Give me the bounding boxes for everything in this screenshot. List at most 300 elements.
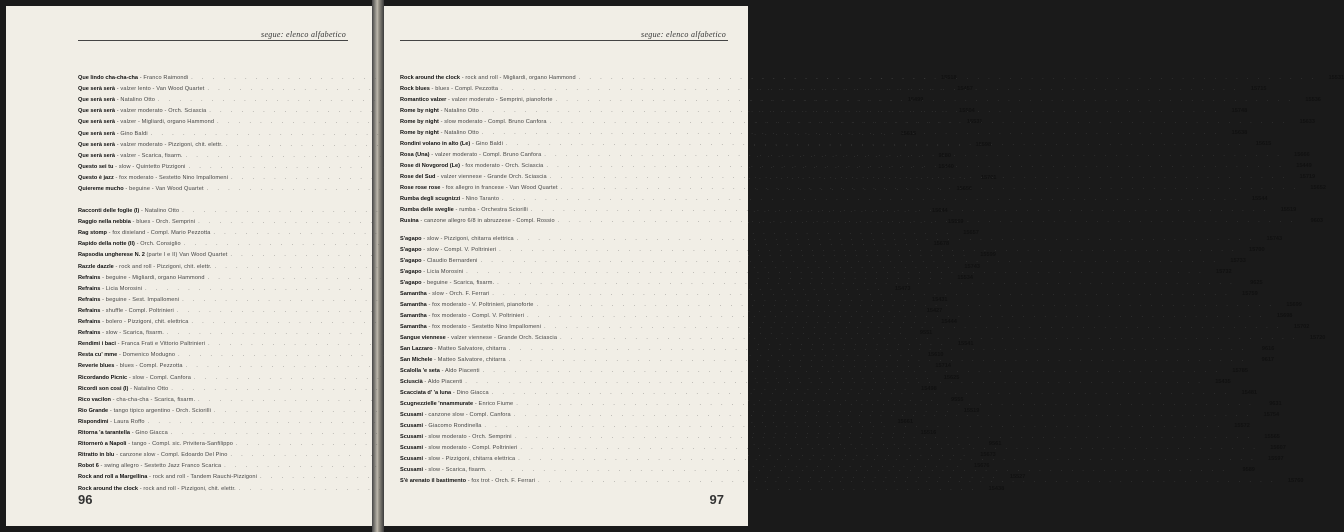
entry-title: Que serà serà: [78, 86, 116, 93]
entry-title: Rose di Novgorod (Le): [400, 163, 460, 169]
entry-details: - Giacomo Rondinella: [423, 423, 482, 429]
entry-details: - valzer moderato - Pizzigoni, chit. elettr.: [115, 141, 223, 148]
entry-text: [78, 228, 211, 239]
dot-leader: [492, 388, 1230, 399]
entry-details: - fox moderato - Compl. V. Poltrinieri: [426, 313, 525, 319]
dot-leader: [502, 194, 1240, 205]
entry-title: Scusami: [400, 445, 424, 451]
catalog-number: 9616: [1261, 346, 1275, 352]
entry-text: [78, 162, 186, 173]
entry-text: [400, 410, 511, 421]
entry-title: San Lazzaro: [400, 346, 433, 352]
header-rule: [78, 40, 348, 41]
entry-title: Scusami: [400, 456, 424, 462]
entry-text: [78, 350, 175, 361]
entry-title: Samantha: [400, 313, 427, 319]
catalog-number: 9551: [919, 330, 933, 337]
catalog-number: 15569: [947, 219, 964, 226]
entry-title: Que serà serà: [78, 119, 116, 126]
dot-leader: [509, 355, 1247, 366]
entry-title: Samantha: [400, 291, 427, 297]
catalog-number: 15438: [988, 485, 1005, 492]
entry-title: Refrains: [78, 296, 101, 303]
entry-text: [78, 317, 188, 328]
catalog-number: 9617: [1261, 357, 1275, 363]
catalog-number: 15652: [1310, 185, 1326, 191]
catalog-number: 9603: [1310, 218, 1324, 224]
catalog-number: 9555: [951, 396, 964, 403]
catalog-number: 15597: [1268, 456, 1284, 462]
entry-text: [400, 366, 480, 377]
catalog-number: 15719: [1299, 174, 1316, 180]
dot-leader: [509, 344, 1247, 355]
entry-details: - fox moderato - Sestetto Nino Impallomeni: [426, 324, 542, 330]
dot-leader: [561, 183, 1299, 194]
entry-title: Que lindo cha-cha-cha: [78, 75, 138, 81]
catalog-number: 15499: [907, 97, 924, 104]
entry-details: - valzer lento - Van Wood Quartet: [115, 86, 205, 93]
entry-details: - tango - Compl. sic. Privitera-Sanfilippo: [126, 441, 234, 448]
dot-leader: [546, 161, 1284, 172]
entry-title: Rumba degli scugnizzi: [400, 196, 461, 202]
page-number: 96: [78, 492, 93, 507]
entry-text: [400, 289, 489, 300]
entry-title: Rondini volano in alto (Le): [400, 141, 471, 147]
entry-title: Refrains: [78, 307, 101, 314]
page-header: segue: elenco alfabetico: [641, 30, 726, 39]
catalog-number: 15720: [1309, 335, 1326, 341]
entry-text: [78, 295, 179, 306]
entry-title: S'agapo: [400, 247, 422, 253]
entry-text: [78, 217, 195, 228]
catalog-number: 15473: [894, 285, 911, 292]
entry-text: [400, 344, 506, 355]
entry-title: Rock around the clock: [78, 485, 138, 492]
entry-details: - Natalino Otto: [128, 385, 169, 392]
dot-leader: [520, 443, 1258, 454]
entry-details: - Matteo Salvatore, chitarra: [432, 346, 507, 352]
entry-details: - valzer viennese - Grande Orch. Sciascia: [445, 335, 558, 341]
entry-details: - blues - Orch. Semprini: [130, 219, 196, 226]
entry-details: - Orch. Consiglio: [134, 241, 181, 248]
catalog-number: 9631: [1269, 401, 1282, 407]
dot-leader: [527, 311, 1265, 322]
catalog-number: 15440: [938, 163, 954, 170]
catalog-number: 15702: [1293, 324, 1310, 330]
entry-text: [400, 194, 499, 205]
entry-title: Ritorna 'a tarantella: [78, 430, 130, 436]
entry-title: Refrains: [78, 319, 101, 325]
entry-text: [400, 388, 489, 399]
catalog-number: 9580: [938, 152, 951, 159]
entry-details: - Laura Roffo: [108, 418, 145, 425]
catalog-number: 15435: [1215, 379, 1231, 385]
dot-leader: [558, 216, 1296, 227]
dot-leader: [550, 172, 1288, 183]
catalog-number: 15656: [956, 186, 973, 192]
entry-details: - Enrico Fiume: [473, 401, 514, 407]
catalog-number: 15676: [973, 463, 990, 470]
catalog-number: 15673: [980, 452, 996, 459]
entry-title: Que serà serà: [78, 141, 116, 148]
entry-text: [400, 117, 547, 128]
entry-details: - beguine - Van Wood Quartet: [123, 186, 204, 192]
catalog-number: 9589: [1242, 467, 1255, 473]
entry-details: - blues - Compl. Pezzotta: [114, 363, 183, 370]
catalog-number: 15598: [975, 141, 992, 148]
entry-text: [78, 361, 183, 372]
catalog-number: 15625: [943, 374, 960, 381]
catalog-number: 15759: [1242, 291, 1258, 297]
entry-title: Rose rose rose: [400, 185, 441, 191]
catalog-number: 15732: [1216, 269, 1232, 275]
entry-details: - Nino Taranto: [460, 196, 500, 202]
catalog-number: 15516: [920, 430, 937, 436]
catalog-number: 15714: [935, 363, 951, 370]
catalog-number: 15444: [941, 319, 957, 325]
entry-title: Ricordi son cosi (I): [78, 385, 129, 392]
catalog-number: 15607: [1270, 445, 1286, 451]
entry-title: Scusami: [400, 467, 424, 473]
entry-details: - Matteo Salvatore, chitarra: [432, 357, 506, 363]
entry-title: Scugnezzielle 'nnammurate: [400, 401, 474, 407]
entry-title: Scusami: [400, 434, 424, 440]
entry-text: [78, 73, 188, 84]
dot-leader: [482, 128, 1220, 139]
entry-details: (parte I e II) Van Wood Quartet: [144, 252, 228, 259]
header-rule: [400, 40, 728, 41]
entry-details: - valzer viennese - Grande Orch. Sciascia: [435, 174, 547, 180]
entry-details: - canzone allegro 6/8 in abruzzese - Compl. Rossio: [418, 218, 555, 224]
entry-text: [78, 95, 155, 106]
entry-text: [400, 355, 506, 366]
entry-details: - rumba - Orchestra Sciorilli: [453, 207, 528, 213]
dot-leader: [515, 432, 1253, 443]
catalog-number: 15760: [1287, 478, 1304, 484]
entry-text: [400, 256, 478, 267]
entry-text: [78, 428, 168, 439]
entry-title: Que serà serà: [78, 97, 116, 104]
entry-details: - slow - Compl. Canfora: [127, 374, 192, 381]
entry-text: [78, 417, 145, 428]
catalog-number: 15661: [897, 418, 913, 425]
entry-text: [78, 384, 168, 395]
dot-leader: [497, 278, 1235, 289]
entry-title: Rusina: [400, 218, 419, 224]
entry-title: Rock and roll a Margellina: [78, 474, 148, 481]
entry-text: [78, 395, 195, 406]
entry-text: [400, 161, 543, 172]
entry-title: Rock blues: [400, 86, 430, 92]
dot-leader: [550, 117, 1288, 128]
dot-leader: [501, 84, 1239, 95]
entry-details: - fox trot - Orch. F. Ferrari: [466, 478, 536, 484]
entry-title: S'agapo: [400, 236, 422, 242]
entry-title: Rendimi i baci: [78, 341, 116, 348]
entry-details: - rock and roll - Migliardi, organo Hammond: [460, 75, 576, 81]
entry-details: - Natalino Otto: [115, 97, 156, 104]
entry-title: Rose del Sud: [400, 174, 436, 180]
entry-details: - canzone slow - Compl. Edoardo Del Pino: [114, 452, 228, 459]
entry-text: [400, 322, 541, 333]
dot-leader: [518, 454, 1256, 465]
entry-details: - slow - Pizzigoni, chitarra elettrica: [421, 236, 514, 242]
entry-text: [400, 128, 479, 139]
entry-text: [400, 399, 513, 410]
entry-text: [400, 333, 557, 344]
dot-leader: [466, 267, 1204, 278]
entry-details: - cha-cha-cha - Scarica, fisarm.: [110, 396, 196, 403]
catalog-number: 15615: [1255, 141, 1272, 147]
entry-details: - Domenico Modugno: [117, 352, 176, 359]
entry-details: - fox dixieland - Compl. Mario Pezzotta: [106, 230, 211, 237]
entry-title: Samantha: [400, 324, 427, 330]
entry-details: - valzer - Migliardi, organo Hammond: [115, 119, 215, 126]
entry-text: [400, 84, 498, 95]
entry-text: [78, 151, 183, 162]
entry-text: [400, 73, 576, 84]
entry-details: - Gino Baldi: [115, 130, 148, 137]
entry-text: [400, 205, 528, 216]
catalog-number: 15544: [1251, 196, 1268, 202]
entry-details: - Dino Giacca: [451, 390, 489, 396]
catalog-number: 15754: [1263, 412, 1280, 418]
entry-text: [78, 339, 205, 350]
entry-text: [78, 239, 181, 250]
entry-text: [400, 267, 463, 278]
catalog-number: 15534: [957, 274, 973, 281]
dot-leader: [482, 106, 1220, 117]
entry-text: [400, 377, 462, 388]
entry-text: [78, 184, 204, 195]
entry-text: [400, 278, 494, 289]
entry-title: Robot 6: [78, 463, 99, 470]
catalog-number: 15699: [1286, 302, 1302, 308]
entry-text: [400, 311, 524, 322]
catalog-number: 15427: [926, 307, 943, 314]
entry-details: - beguine - Scarica, fisarm.: [421, 280, 495, 286]
entry-details: - Gino Baldi: [470, 141, 503, 147]
catalog-number: 15518: [941, 75, 957, 81]
entry-details: - valzer moderato - Compl. Bruno Canfora: [429, 152, 542, 158]
entry-details: - slow - Compl. V. Poltrinieri: [421, 247, 497, 253]
entry-title: Que serà serà: [78, 130, 116, 137]
entry-text: [78, 273, 205, 284]
catalog-number: 15700: [1249, 247, 1265, 253]
catalog-number: 15527: [1009, 474, 1026, 481]
catalog-number: 15748: [1231, 108, 1248, 114]
entry-details: - valzer - Scarica, fisarm.: [115, 152, 183, 159]
entry-details: - Franca Frati e Vittorio Paltrinieri: [115, 341, 206, 348]
entry-title: Scacciata d' 'a luna: [400, 390, 452, 396]
entry-details: - slow - Quintetto Pizzigoni: [113, 163, 186, 170]
catalog-number: 15572: [1234, 423, 1250, 429]
entry-title: Raggio nella nebbia: [78, 219, 131, 226]
catalog-number: 9625: [1250, 280, 1263, 286]
entry-details: - rock and roll - Tandem Rauchi-Pizzigoni: [147, 474, 258, 481]
entry-title: Resta cu' mme: [78, 352, 118, 359]
entry-text: [400, 443, 517, 454]
entry-text: [78, 284, 142, 295]
dot-leader: [579, 73, 1317, 84]
entry-text: [78, 472, 257, 483]
entry-details: - slow moderato - Compl. Bruno Canfora: [438, 119, 547, 125]
entry-title: Razzle dazzle: [78, 263, 114, 270]
entry-text: [400, 139, 503, 150]
catalog-number: 15536: [1305, 97, 1321, 103]
dot-leader: [492, 289, 1230, 300]
entry-text: [78, 262, 212, 273]
entry-title: S'è arenato il bastimento: [400, 478, 466, 484]
dot-leader: [465, 377, 1203, 388]
entry-title: Refrains: [78, 285, 101, 292]
entry-title: Rome by night: [400, 119, 439, 125]
entry-title: Racconti delle foglie (I): [78, 208, 140, 214]
dot-leader: [517, 234, 1255, 245]
page-number: 97: [709, 492, 724, 507]
catalog-number: 15519: [1280, 207, 1297, 213]
entry-text: [78, 117, 214, 128]
entry-title: Rispondimi: [78, 418, 109, 425]
dot-leader: [514, 410, 1252, 421]
entry-text: [400, 234, 514, 245]
entry-title: S'agapo: [400, 280, 422, 286]
dot-leader: [499, 245, 1237, 256]
catalog-number: 15531: [1328, 75, 1344, 81]
entry-text: [78, 406, 211, 417]
entry-title: Rome by night: [400, 108, 439, 114]
entry-title: Rumba delle sveglie: [400, 207, 454, 213]
entry-title: San Michele: [400, 357, 433, 363]
entry-details: - Natalino Otto: [139, 208, 180, 214]
entry-details: - rock and roll - Pizzigoni, chit. elettr.: [113, 263, 212, 270]
dot-leader: [556, 95, 1294, 106]
catalog-number: 15678: [933, 241, 950, 248]
entry-text: [400, 150, 541, 161]
entry-details: - beguine - Migliardi, organo Hammond: [100, 274, 205, 281]
entry-text: [400, 454, 515, 465]
entry-details: - fox moderato - V. Poltrinieri, pianoforte: [426, 302, 534, 308]
entry-title: Refrains: [78, 274, 101, 281]
dot-leader: [490, 465, 1228, 476]
entry-details: - slow - Orch. F. Ferrari: [426, 291, 490, 297]
entry-text: [78, 84, 204, 95]
entry-title: Romantico valzer: [400, 97, 447, 103]
entry-details: - slow - Pizzigoni, chitarra elettrica: [423, 456, 516, 462]
entry-details: - slow - Scarica, fisarm.: [100, 330, 164, 337]
catalog-number: 15599: [980, 252, 996, 259]
entry-details: - canzone slow - Compl. Canfora: [423, 412, 511, 418]
catalog-number: 15698: [1276, 313, 1293, 319]
entry-title: Rapido della notte (Il): [78, 241, 135, 248]
entry-details: - Franco Raimondi: [138, 75, 189, 81]
entry-title: Rico vacilon: [78, 396, 111, 403]
dot-leader: [485, 421, 1223, 432]
entry-text: [78, 450, 227, 461]
entry-details: - Gino Giacca: [130, 430, 168, 436]
entry-title: Refrains: [78, 330, 101, 337]
entry-title: Rome by night: [400, 130, 439, 136]
catalog-number: 15715: [1250, 86, 1267, 92]
catalog-number: 15531: [966, 119, 983, 126]
entry-details: - blues - Compl. Pezzotta: [429, 86, 499, 92]
entry-text: [78, 129, 148, 140]
catalog-number: 15481: [1241, 390, 1258, 396]
entry-text: [400, 476, 535, 487]
entry-text: [78, 484, 236, 495]
catalog-number: 15610: [927, 352, 944, 359]
entry-text: [78, 373, 191, 384]
entry-details: - slow moderato - Compl. Poltrinieri: [423, 445, 518, 451]
dot-leader: [544, 322, 1282, 333]
entry-text: [400, 172, 547, 183]
entry-details: - shuffle - Compl. Poltrinieri: [100, 307, 174, 314]
entry-text: [400, 300, 534, 311]
entry-text: [400, 216, 555, 227]
entry-title: Rag stomp: [78, 230, 107, 237]
entry-details: - rock and roll - Pizzigoni, chit. elettr.: [138, 485, 236, 492]
catalog-number: 15743: [1266, 236, 1283, 242]
catalog-number: 15644: [932, 208, 948, 214]
dot-leader: [537, 300, 1275, 311]
entry-text: [78, 250, 227, 261]
catalog-number: 15638: [1231, 130, 1248, 136]
entry-title: Que serà serà: [78, 152, 116, 159]
entry-title: Scusami: [400, 423, 424, 429]
page-header: segue: elenco alfabetico: [261, 30, 346, 39]
entry-details: - fox moderato - Sestetto Nino Impallomeni: [113, 174, 229, 181]
entry-title: Reverie blues: [78, 363, 115, 370]
entry-title: Samantha: [400, 302, 427, 308]
entry-title: S'agapo: [400, 258, 422, 264]
entry-title: Quiereme mucho: [78, 186, 124, 192]
entry-title: Ritratto in blu: [78, 452, 115, 459]
catalog-number: 15565: [1264, 434, 1280, 440]
dot-leader: [483, 366, 1221, 377]
entry-title: Questo sei tu: [78, 163, 114, 170]
catalog-number: 15701: [980, 174, 997, 181]
entry-text: [78, 106, 206, 117]
entry-text: [400, 465, 487, 476]
entry-details: - valzer moderato - Orch. Sciascia: [115, 108, 207, 115]
catalog-number: 15541: [957, 341, 974, 348]
list-item: [78, 484, 1005, 495]
entry-title: Ricordando Picnic: [78, 374, 128, 381]
entry-title: Rock around the clock: [400, 75, 460, 81]
catalog-number: 15785: [1232, 368, 1248, 374]
entry-title: Sciuscià: [400, 379, 423, 385]
catalog-number: 15633: [1299, 119, 1316, 125]
entry-text: [78, 461, 221, 472]
catalog-number: 15519: [963, 407, 980, 414]
entry-details: - Licia Morosini: [421, 269, 464, 275]
catalog-number: 15666: [1294, 152, 1310, 158]
entry-details: - Natalino Otto: [438, 108, 479, 114]
entry-text: [400, 421, 482, 432]
list-item: [400, 194, 1268, 205]
entry-details: - beguine - Sest. Impallomeni: [100, 296, 180, 303]
entry-title: Sangue viennese: [400, 335, 446, 341]
entry-text: [78, 140, 223, 151]
dot-leader: [506, 139, 1244, 150]
catalog-number: 15498: [921, 385, 937, 392]
entry-title: Questo è jazz: [78, 174, 114, 181]
entry-text: [400, 95, 553, 106]
entry-details: - valzer moderato - Semprini, pianoforte: [446, 97, 553, 103]
entry-details: - slow moderato - Orch. Semprini: [423, 434, 512, 440]
dot-leader: [560, 333, 1298, 344]
entry-text: [78, 306, 174, 317]
